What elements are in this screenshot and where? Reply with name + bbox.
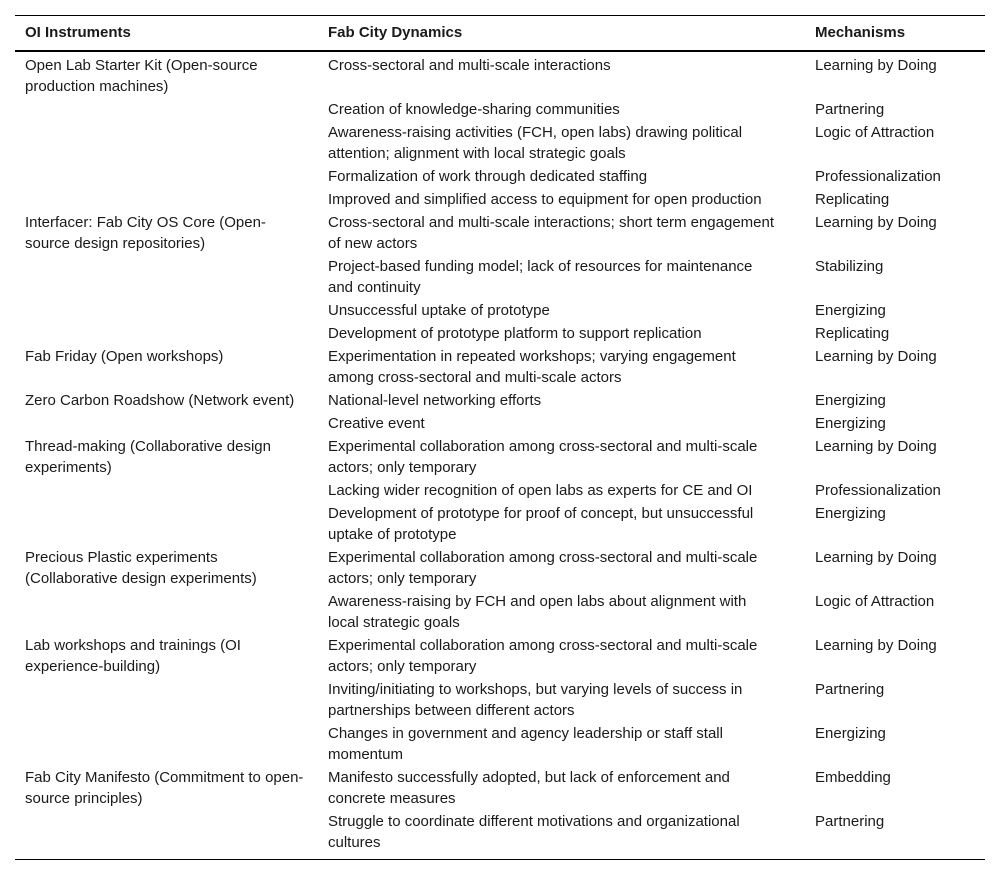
table-row [15,322,985,345]
dynamics-cell: Awareness-raising by FCH and open labs about alignment with local strategic goals [328,593,747,631]
instrument-cell [15,722,318,766]
table-row [15,435,985,479]
dynamics-cell: Formalization of work through dedicated staffing [328,168,648,185]
table-row [15,121,985,165]
table-row [15,766,985,810]
mechanism-cell: Learning by Doing [815,637,937,654]
mechanism-cell: Embedding [815,769,891,786]
instrument-cell [15,98,318,121]
table-row [15,345,985,389]
table-row [15,546,985,590]
table-row [15,412,985,435]
instrument-cell: Fab City Manifesto (Commitment to open-source principles) [25,769,304,807]
mechanism-cell: Energizing [815,415,886,432]
table-row [15,389,985,412]
mechanism-cell: Learning by Doing [815,549,937,566]
header-row [15,16,985,52]
instrument-cell: Zero Carbon Roadshow (Network event) [25,392,295,409]
instrument-cell [15,299,318,322]
dynamics-cell: Inviting/initiating to workshops, but varying levels of success in partnerships between different actors [328,681,743,719]
table-row [15,634,985,678]
mechanism-cell: Energizing [815,505,886,522]
table-row [15,165,985,188]
instrument-cell: Lab workshops and trainings (OI experience-building) [25,637,241,675]
dynamics-cell: Unsuccessful uptake of prototype [328,302,550,319]
dynamics-cell: Development of prototype for proof of concept, but unsuccessful uptake of prototype [328,505,754,543]
table-header [15,16,985,52]
mechanism-cell: Replicating [815,325,890,342]
instrument-cell [15,121,318,165]
instrument-cell: Fab Friday (Open workshops) [25,348,224,365]
dynamics-cell: Experimental collaboration among cross-sectoral and multi-scale actors; only temporary [328,549,758,587]
instrument-cell: Open Lab Starter Kit (Open-source production machines) [25,57,258,95]
mechanism-cell: Partnering [815,101,885,118]
dynamics-cell: Cross-sectoral and multi-scale interactions; short term engagement of new actors [328,214,775,252]
table-body [15,51,985,860]
table-row [15,51,985,98]
instrument-cell [15,412,318,435]
dynamics-cell: Lacking wider recognition of open labs as experts for CE and OI [328,482,753,499]
table-row [15,590,985,634]
instrument-cell [15,810,318,860]
mechanism-cell: Partnering [815,813,885,830]
instrument-cell [15,322,318,345]
mechanism-cell: Replicating [815,191,890,208]
mechanism-cell: Partnering [815,681,885,698]
table-row [15,502,985,546]
instrument-cell [15,590,318,634]
dynamics-cell: Experimental collaboration among cross-sectoral and multi-scale actors; only temporary [328,637,758,675]
mechanism-cell: Professionalization [815,168,941,185]
table-row [15,98,985,121]
dynamics-cell: Changes in government and agency leadership or staff stall momentum [328,725,723,763]
mechanism-cell: Energizing [815,725,886,742]
table-row [15,299,985,322]
dynamics-cell: Project-based funding model; lack of resources for maintenance and continuity [328,258,753,296]
dynamics-cell: Creation of knowledge-sharing communities [328,101,620,118]
dynamics-cell: Experimental collaboration among cross-sectoral and multi-scale actors; only temporary [328,438,758,476]
instrument-cell [15,678,318,722]
mechanism-cell: Learning by Doing [815,214,937,231]
dynamics-cell: Struggle to coordinate different motivations and organizational cultures [328,813,740,851]
mechanism-cell: Professionalization [815,482,941,499]
mechanism-cell: Logic of Attraction [815,124,935,141]
header-oi-instruments: OI Instruments [25,24,131,41]
dynamics-cell: Creative event [328,415,425,432]
mechanism-cell: Stabilizing [815,258,884,275]
mechanism-cell: Learning by Doing [815,57,937,74]
table-row [15,255,985,299]
table-row [15,810,985,860]
instrument-cell: Interfacer: Fab City OS Core (Open-source design repositories) [25,214,266,252]
dynamics-cell: Manifesto successfully adopted, but lack of enforcement and concrete measures [328,769,730,807]
instrument-cell [15,255,318,299]
mechanism-cell: Energizing [815,392,886,409]
dynamics-cell: Improved and simplified access to equipment for open production [328,191,762,208]
instrument-cell: Thread-making (Collaborative design experiments) [25,438,271,476]
dynamics-cell: Cross-sectoral and multi-scale interactions [328,57,611,74]
table-row [15,211,985,255]
dynamics-cell: Awareness-raising activities (FCH, open labs) drawing political attention; alignment with local strategic goals [328,124,743,162]
table-row [15,722,985,766]
mechanism-cell: Learning by Doing [815,438,937,455]
instrument-cell: Precious Plastic experiments (Collaborative design experiments) [25,549,257,587]
table-row [15,678,985,722]
mechanism-cell: Learning by Doing [815,348,937,365]
instrument-cell [15,165,318,188]
header-fab-city-dynamics: Fab City Dynamics [328,24,463,41]
dynamics-cell: Experimentation in repeated workshops; varying engagement among cross-sectoral and multi-scale actors [328,348,736,386]
header-mechanisms: Mechanisms [815,24,906,41]
dynamics-cell: Development of prototype platform to support replication [328,325,702,342]
mechanism-cell: Energizing [815,302,886,319]
instrument-cell [15,188,318,211]
table-row [15,479,985,502]
table-row [15,188,985,211]
instrument-cell [15,502,318,546]
results-table [15,15,985,860]
instrument-cell [15,479,318,502]
mechanism-cell: Logic of Attraction [815,593,935,610]
dynamics-cell: National-level networking efforts [328,392,542,409]
